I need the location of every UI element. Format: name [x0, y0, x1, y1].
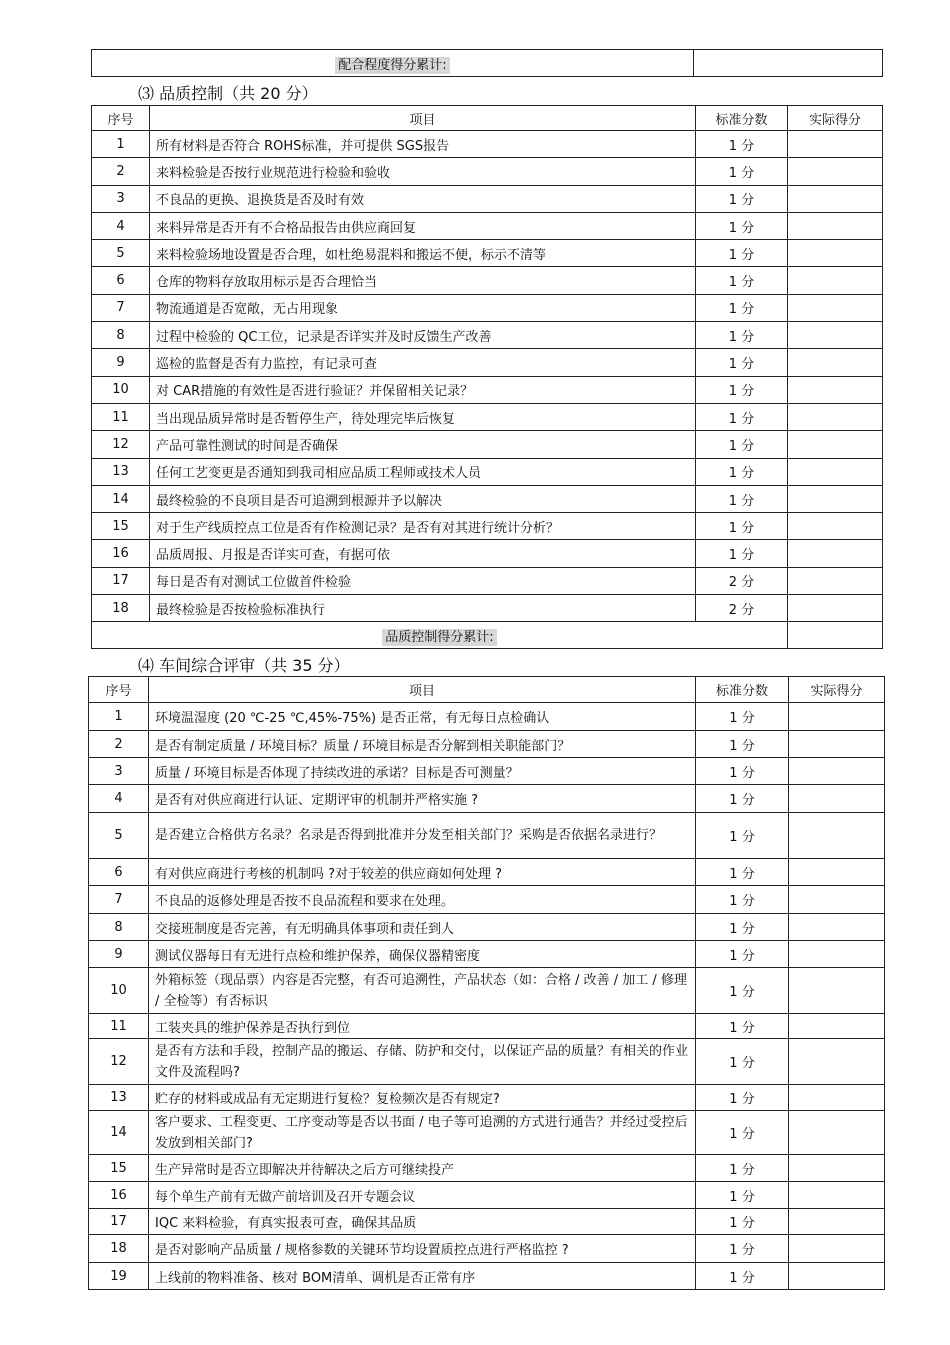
table-row [89, 1235, 885, 1263]
table-row [89, 941, 885, 968]
row-standard-score: 1 分 [696, 158, 788, 185]
row-number: 9 [89, 941, 149, 968]
table-row [92, 185, 883, 212]
row-item: 所有材料是否符合 ROHS标准，并可提供 SGS报告 [150, 131, 696, 158]
quality-control-table [91, 105, 883, 649]
row-actual-score[interactable] [789, 758, 885, 785]
header-standard-score: 标准分数 [696, 106, 788, 131]
table-row [92, 212, 883, 239]
row-standard-score: 1 分 [696, 240, 788, 267]
row-standard-score: 1 分 [696, 941, 789, 968]
row-item: 是否建立合格供方名录？名录是否得到批准并分发至相关部门？采购是否依据名录进行？ [149, 813, 696, 859]
row-number: 6 [92, 267, 150, 294]
row-standard-score: 1 分 [696, 703, 789, 731]
row-actual-score[interactable] [788, 595, 883, 622]
row-standard-score: 1 分 [696, 513, 788, 540]
table-row [89, 1014, 885, 1039]
cooperation-total-label: 配合程度得分累计: [335, 57, 449, 74]
row-number: 8 [92, 322, 150, 349]
row-item: 每个单生产前有无做产前培训及召开专题会议 [149, 1182, 696, 1209]
row-actual-score[interactable] [789, 1111, 885, 1155]
row-number: 13 [89, 1085, 149, 1111]
row-item: 交接班制度是否完善，有无明确具体事项和责任到人 [149, 914, 696, 941]
row-actual-score[interactable] [788, 349, 883, 376]
row-item: 贮存的材料或成品有无定期进行复检？复检频次是否有规定? [149, 1085, 696, 1111]
row-standard-score: 1 分 [696, 485, 788, 512]
row-item: 产品可靠性测试的时间是否确保 [150, 431, 696, 458]
table-row [89, 731, 885, 758]
table-row [92, 513, 883, 540]
row-item: 对 CAR措施的有效性是否进行验证？并保留相关记录？ [150, 376, 696, 403]
row-item: 是否对影响产品质量 / 规格参数的关键环节均设置质控点进行严格监控 ? [149, 1235, 696, 1263]
row-item: 过程中检验的 QC工位，记录是否详实并及时反馈生产改善 [150, 322, 696, 349]
row-standard-score: 1 分 [696, 914, 789, 941]
row-number: 11 [89, 1014, 149, 1039]
table-row [89, 914, 885, 941]
row-actual-score[interactable] [788, 212, 883, 239]
header-actual-score: 实际得分 [788, 106, 883, 131]
row-item: 最终检验是否按检验标准执行 [150, 595, 696, 622]
section4-title: ⑷ 车间综合评审（共 35 分） [138, 656, 350, 675]
row-standard-score: 1 分 [696, 1263, 789, 1290]
row-item: 来料检验场地设置是否合理，如杜绝易混料和搬运不便，标示不清等 [150, 240, 696, 267]
row-number: 4 [92, 212, 150, 239]
row-actual-score[interactable] [789, 1039, 885, 1085]
row-number: 4 [89, 785, 149, 813]
row-number: 19 [89, 1263, 149, 1290]
row-item: 上线前的物料准备、核对 BOM清单、调机是否正常有序 [149, 1263, 696, 1290]
table-row [92, 158, 883, 185]
row-standard-score: 1 分 [696, 1039, 789, 1085]
table-row [89, 1085, 885, 1111]
row-standard-score: 1 分 [696, 458, 788, 485]
table-row [92, 376, 883, 403]
row-number: 7 [89, 886, 149, 914]
quality-control-total-label-cell [92, 622, 788, 649]
row-item: 来料检验是否按行业规范进行检验和验收 [150, 158, 696, 185]
row-actual-score[interactable] [789, 785, 885, 813]
header-item: 项目 [149, 677, 696, 703]
table-row [92, 267, 883, 294]
table-row [89, 1263, 885, 1290]
row-number: 3 [89, 758, 149, 785]
row-actual-score[interactable] [788, 403, 883, 430]
table-row [92, 540, 883, 567]
header-no: 序号 [89, 677, 149, 703]
row-actual-score[interactable] [789, 731, 885, 758]
row-item: 物流通道是否宽敞，无占用现象 [150, 294, 696, 321]
table-row [92, 567, 883, 594]
quality-control-header-row [92, 106, 883, 131]
row-actual-score[interactable] [788, 322, 883, 349]
row-actual-score[interactable] [788, 376, 883, 403]
row-actual-score[interactable] [788, 240, 883, 267]
row-standard-score: 1 分 [696, 376, 788, 403]
table-row [92, 458, 883, 485]
cooperation-total-row [92, 50, 883, 77]
table-row [92, 595, 883, 622]
row-actual-score[interactable] [789, 813, 885, 859]
table-row [89, 1111, 885, 1155]
row-number: 16 [89, 1182, 149, 1209]
row-standard-score: 2 分 [696, 595, 788, 622]
row-actual-score[interactable] [789, 886, 885, 914]
row-number: 15 [92, 513, 150, 540]
table-row [89, 859, 885, 886]
row-number: 5 [89, 813, 149, 859]
row-standard-score: 1 分 [696, 1014, 789, 1039]
row-item: 是否有方法和手段，控制产品的搬运、存储、防护和交付，以保证产品的质量？有相关的作业文件及流程吗? [149, 1039, 696, 1085]
row-item: 客户要求、工程变更、工序变动等是否以书面 / 电子等可追溯的方式进行通告？并经过受控后发放到相关部门? [149, 1111, 696, 1155]
row-actual-score[interactable] [788, 294, 883, 321]
table-row [92, 349, 883, 376]
table-row [92, 431, 883, 458]
row-standard-score: 1 分 [696, 785, 789, 813]
table-row [92, 322, 883, 349]
row-number: 18 [89, 1235, 149, 1263]
table-row [89, 886, 885, 914]
row-standard-score: 1 分 [696, 731, 789, 758]
row-standard-score: 2 分 [696, 567, 788, 594]
row-standard-score: 1 分 [696, 1155, 789, 1182]
row-number: 1 [92, 131, 150, 158]
row-item: 生产异常时是否立即解决并待解决之后方可继续投产 [149, 1155, 696, 1182]
row-standard-score: 1 分 [696, 968, 789, 1014]
row-number: 14 [92, 485, 150, 512]
row-standard-score: 1 分 [696, 212, 788, 239]
row-standard-score: 1 分 [696, 1111, 789, 1155]
header-standard-score: 标准分数 [696, 677, 789, 703]
row-item: 外箱标签（现品票）内容是否完整，有否可追溯性，产品状态（如：合格 / 改善 / 加工 / 修理 / 全检等）有否标识 [149, 968, 696, 1014]
table-row [89, 813, 885, 859]
header-actual-score: 实际得分 [789, 677, 885, 703]
row-actual-score[interactable] [789, 968, 885, 1014]
row-actual-score[interactable] [788, 158, 883, 185]
row-standard-score: 1 分 [696, 185, 788, 212]
cooperation-total-table [91, 49, 883, 77]
row-actual-score[interactable] [788, 267, 883, 294]
row-standard-score: 1 分 [696, 294, 788, 321]
row-number: 10 [92, 376, 150, 403]
row-number: 6 [89, 859, 149, 886]
row-number: 17 [92, 567, 150, 594]
row-item: IQC 来料检验，有真实报表可查，确保其品质 [149, 1209, 696, 1235]
table-row [89, 1039, 885, 1085]
row-item: 品质周报、月报是否详实可查，有据可依 [150, 540, 696, 567]
row-actual-score[interactable] [788, 485, 883, 512]
table-row [89, 1182, 885, 1209]
row-actual-score[interactable] [789, 914, 885, 941]
row-number: 1 [89, 703, 149, 731]
row-item: 任何工艺变更是否通知到我司相应品质工程师或技术人员 [150, 458, 696, 485]
row-item: 仓库的物料存放取用标示是否合理恰当 [150, 267, 696, 294]
row-standard-score: 1 分 [696, 1235, 789, 1263]
row-standard-score: 1 分 [696, 813, 789, 859]
row-actual-score[interactable] [789, 1014, 885, 1039]
row-number: 8 [89, 914, 149, 941]
row-standard-score: 1 分 [696, 322, 788, 349]
row-actual-score[interactable] [788, 567, 883, 594]
row-number: 9 [92, 349, 150, 376]
row-standard-score: 1 分 [696, 403, 788, 430]
row-actual-score[interactable] [788, 540, 883, 567]
cooperation-total-value[interactable] [694, 50, 883, 77]
row-number: 2 [89, 731, 149, 758]
row-standard-score: 1 分 [696, 1182, 789, 1209]
row-item: 来料异常是否开有不合格品报告由供应商回复 [150, 212, 696, 239]
row-standard-score: 1 分 [696, 1085, 789, 1111]
workshop-review-table [88, 676, 885, 1290]
table-row [92, 131, 883, 158]
table-row [92, 403, 883, 430]
row-number: 12 [89, 1039, 149, 1085]
row-number: 16 [92, 540, 150, 567]
row-standard-score: 1 分 [696, 431, 788, 458]
row-item: 不良品的返修处理是否按不良品流程和要求在处理。 [149, 886, 696, 914]
row-number: 11 [92, 403, 150, 430]
row-standard-score: 1 分 [696, 131, 788, 158]
row-item: 是否有对供应商进行认证、定期评审的机制并严格实施 ? [149, 785, 696, 813]
row-number: 12 [92, 431, 150, 458]
row-actual-score[interactable] [789, 1085, 885, 1111]
row-item: 测试仪器每日有无进行点检和维护保养，确保仪器精密度 [149, 941, 696, 968]
row-number: 17 [89, 1209, 149, 1235]
row-item: 对于生产线质控点工位是否有作检测记录？是否有对其进行统计分析？ [150, 513, 696, 540]
row-item: 不良品的更换、退换货是否及时有效 [150, 185, 696, 212]
row-standard-score: 1 分 [696, 758, 789, 785]
row-number: 2 [92, 158, 150, 185]
header-item: 项目 [150, 106, 696, 131]
row-item: 是否有制定质量 / 环境目标？质量 / 环境目标是否分解到相关职能部门？ [149, 731, 696, 758]
row-actual-score[interactable] [788, 458, 883, 485]
quality-control-total-row [92, 622, 883, 649]
row-actual-score[interactable] [789, 859, 885, 886]
row-item: 有对供应商进行考核的机制吗 ?对于较差的供应商如何处理 ? [149, 859, 696, 886]
table-row [92, 294, 883, 321]
row-item: 环境温湿度 (20 ℃-25 ℃,45%-75%) 是否正常，有无每日点检确认 [149, 703, 696, 731]
row-item: 巡检的监督是否有力监控，有记录可查 [150, 349, 696, 376]
row-actual-score[interactable] [789, 1155, 885, 1182]
row-actual-score[interactable] [789, 1235, 885, 1263]
row-standard-score: 1 分 [696, 267, 788, 294]
row-item: 工装夹具的维护保养是否执行到位 [149, 1014, 696, 1039]
row-standard-score: 1 分 [696, 349, 788, 376]
table-row [89, 1209, 885, 1235]
row-actual-score[interactable] [789, 1263, 885, 1290]
workshop-review-header-row [89, 677, 885, 703]
row-number: 15 [89, 1155, 149, 1182]
table-row [89, 703, 885, 731]
row-item: 质量 / 环境目标是否体现了持续改进的承诺？目标是否可测量？ [149, 758, 696, 785]
row-number: 13 [92, 458, 150, 485]
row-actual-score[interactable] [788, 513, 883, 540]
row-number: 7 [92, 294, 150, 321]
row-actual-score[interactable] [788, 185, 883, 212]
header-no: 序号 [92, 106, 150, 131]
row-actual-score[interactable] [789, 1209, 885, 1235]
row-standard-score: 1 分 [696, 1209, 789, 1235]
section3-title: ⑶ 品质控制（共 20 分） [138, 84, 318, 103]
row-standard-score: 1 分 [696, 886, 789, 914]
table-row [92, 240, 883, 267]
table-row [89, 758, 885, 785]
row-actual-score[interactable] [789, 941, 885, 968]
table-row [89, 968, 885, 1014]
quality-control-total-value[interactable] [788, 622, 883, 649]
row-number: 10 [89, 968, 149, 1014]
row-number: 3 [92, 185, 150, 212]
table-row [92, 485, 883, 512]
cooperation-total-label-cell [92, 50, 694, 77]
table-row [89, 785, 885, 813]
row-item: 当出现品质异常时是否暂停生产，待处理完毕后恢复 [150, 403, 696, 430]
row-actual-score[interactable] [789, 703, 885, 731]
table-row [89, 1155, 885, 1182]
row-actual-score[interactable] [788, 431, 883, 458]
row-item: 每日是否有对测试工位做首件检验 [150, 567, 696, 594]
row-number: 5 [92, 240, 150, 267]
row-actual-score[interactable] [788, 131, 883, 158]
row-item: 最终检验的不良项目是否可追溯到根源并予以解决 [150, 485, 696, 512]
row-standard-score: 1 分 [696, 859, 789, 886]
row-actual-score[interactable] [789, 1182, 885, 1209]
quality-control-total-label: 品质控制得分累计: [382, 629, 496, 646]
row-standard-score: 1 分 [696, 540, 788, 567]
row-number: 14 [89, 1111, 149, 1155]
row-number: 18 [92, 595, 150, 622]
